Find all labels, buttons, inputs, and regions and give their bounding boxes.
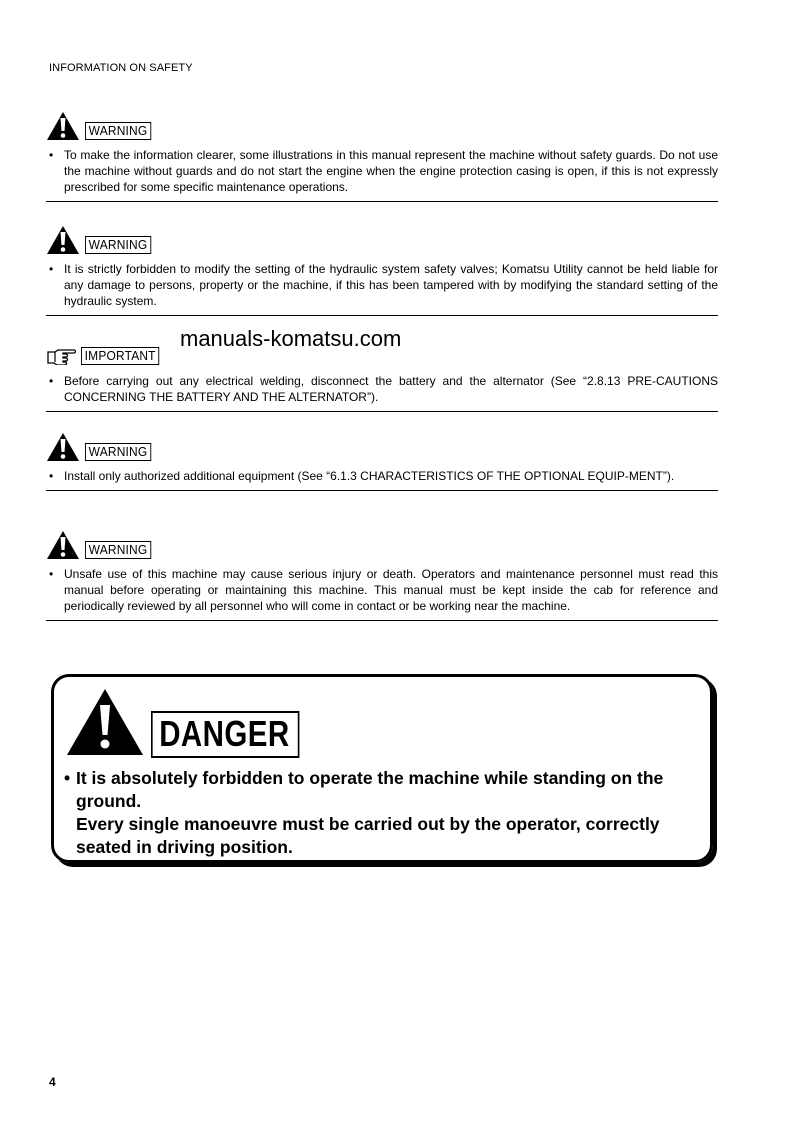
warning-label: WARNING [85, 236, 151, 254]
important-notice [46, 336, 718, 412]
warning-triangle-icon [46, 432, 80, 462]
pointing-hand-icon [46, 347, 76, 365]
danger-panel [51, 674, 713, 863]
warning-triangle-icon [46, 111, 80, 141]
notice-text: Install only authorized additional equipment (See “6.1.3 CHARACTERISTICS OF THE OPTIONAL EQUIP-MENT”). [64, 469, 675, 483]
notice-text: Before carrying out any electrical welding, disconnect the battery and the alternator (See “2.8.13 PRE-CAUTIONS CONCERNING THE BATTERY AND THE ALTERNATOR”). [64, 374, 718, 404]
warning-notice-4 [46, 530, 718, 621]
divider [46, 411, 718, 412]
important-label: IMPORTANT [81, 347, 159, 365]
bullet-marker: • [49, 148, 54, 162]
warning-label: WARNING [85, 122, 151, 140]
divider [46, 490, 718, 491]
danger-message [64, 767, 708, 859]
divider [46, 201, 718, 202]
warning-label: WARNING [85, 541, 151, 559]
danger-label: DANGER [151, 711, 299, 758]
divider [46, 620, 718, 621]
notice-text: To make the information clearer, some illustrations in this manual represent the machine without safety guards. Do not use the machine without guards and do not start the engine when the engine protection casing is open, if this is not expressly prescribed for some specific maintenance operations. [64, 148, 718, 194]
warning-triangle-icon [46, 530, 80, 560]
bullet-marker: • [49, 469, 54, 483]
warning-notice-1 [46, 111, 718, 202]
warning-notice-2 [46, 225, 718, 316]
warning-notice-3 [46, 432, 718, 491]
notice-text: It is strictly forbidden to modify the setting of the hydraulic system safety valves; Komatsu Utility cannot be held liable for any damage to persons, property or the machine, if this has been tampered with by modifying the standard setting of the hydraulic system. [64, 262, 718, 308]
page-number: 4 [49, 1075, 56, 1089]
bullet-marker: • [49, 567, 54, 581]
warning-triangle-icon [46, 225, 80, 255]
divider [46, 315, 718, 316]
warning-label: WARNING [85, 443, 151, 461]
danger-triangle-icon [66, 687, 144, 757]
bullet-marker: • [49, 262, 54, 276]
danger-line-2: Every single manoeuvre must be carried out by the operator, correctly seated in driving position. [76, 814, 660, 857]
watermark: manuals-komatsu.com [180, 326, 402, 351]
notice-text: Unsafe use of this machine may cause serious injury or death. Operators and maintenance personnel must read this manual before operating or maintaining this machine. This manual must be kept inside the cab for reference and periodically reviewed by all personnel who will come in contact or be working near the machine. [64, 567, 718, 613]
bullet-marker: • [64, 768, 71, 788]
running-header: INFORMATION ON SAFETY [49, 62, 193, 74]
bullet-marker: • [49, 374, 54, 388]
danger-line-1: It is absolutely forbidden to operate the machine while standing on the ground. [76, 768, 664, 811]
